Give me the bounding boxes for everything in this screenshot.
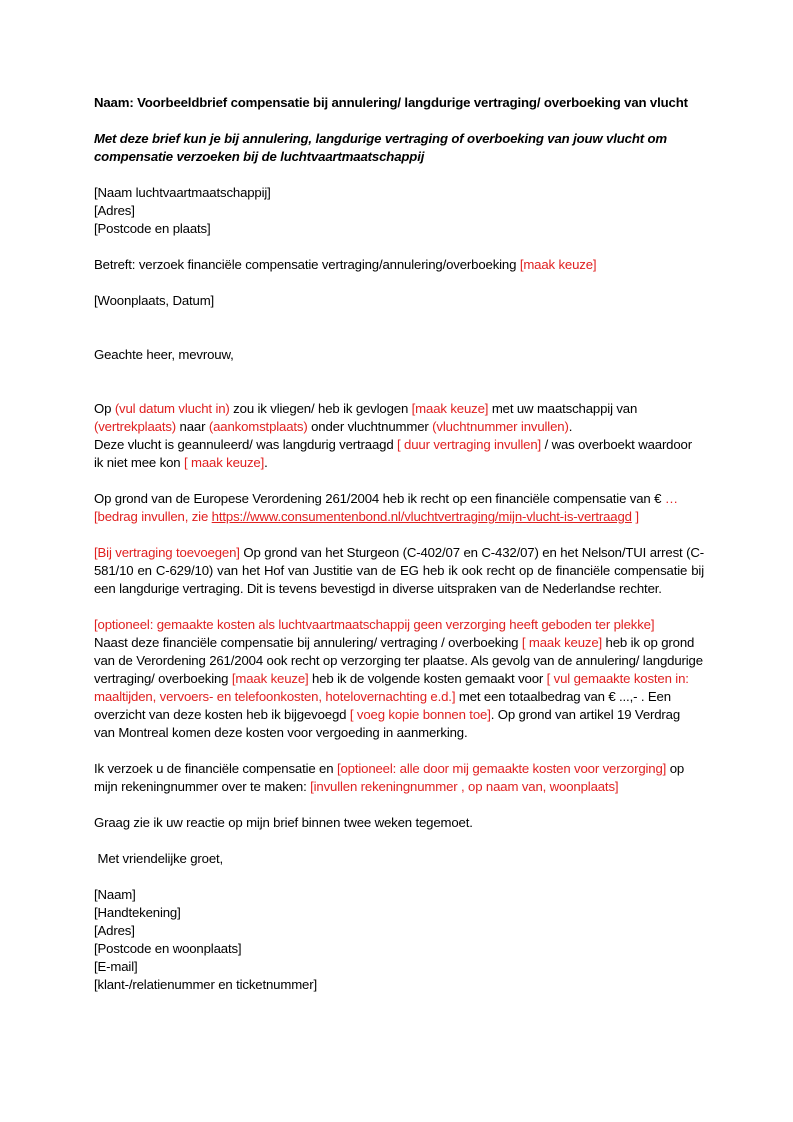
signature-name: [Naam]	[94, 887, 136, 902]
paragraph-delay-rulings	[94, 544, 704, 598]
signature-customer-number: [klant-/relatienummer en ticketnummer]	[94, 977, 317, 992]
text: Op grond van het Sturgeon (C-402/07 en C-432/07) en het Nelson/TUI arrest (C-581/10 en C-629/10) van het Hof van Justitie van de EG heb ik ook recht op de financiële compensatie bij een langdurige vertraging. Dit is tevens bevestigd in diverse uitspraken van de Nederlandse rechter.	[94, 545, 704, 596]
text: zou ik vliegen/ heb ik gevlogen	[229, 401, 412, 416]
placeholder-arrival: (aankomstplaats)	[208, 419, 308, 434]
placeholder-choice: [maak keuze]	[231, 671, 309, 686]
consumentenbond-link[interactable]: https://www.consumentenbond.nl/vluchtvertraging/mijn-vlucht-is-vertraagd	[211, 509, 632, 524]
paragraph-costs	[94, 616, 704, 742]
text: Op grond van de Europese Verordening 261/2004 heb ik recht op een financiële compensatie van €	[94, 491, 665, 506]
paragraph-response: Graag zie ik uw reactie op mijn brief binnen twee weken tegemoet.	[94, 815, 473, 830]
text: met een totaalbedrag van € ...,- . Een overzicht van deze kosten heb ik bijgevoegd	[94, 689, 671, 722]
placeholder-flight-date: (vul datum vlucht in)	[114, 401, 230, 416]
recipient-postcode: [Postcode en plaats]	[94, 221, 211, 236]
text: heb ik op grond van de Verordening 261/2004 ook recht op verzorging ter plaatse. Als gevolg van de annulering/ langdurige vertraging/ overboeking	[94, 635, 703, 686]
letter-body	[94, 94, 704, 994]
recipient-name: [Naam luchtvaartmaatschappij]	[94, 185, 271, 200]
placeholder-close: ]	[631, 509, 639, 524]
subject-line	[94, 256, 704, 274]
placeholder-amount: … [bedrag invullen, zie	[94, 491, 678, 524]
text: / was overboekt waardoor ik niet mee kon	[94, 437, 692, 470]
signature-address: [Adres]	[94, 923, 135, 938]
document-title: Naam: Voorbeeldbrief compensatie bij annulering/ langdurige vertraging/ overboeking van vlucht	[94, 95, 688, 110]
placeholder-receipts: [ voeg kopie bonnen toe]	[349, 707, 491, 722]
text: met uw maatschappij van	[488, 401, 638, 416]
signature-postcode: [Postcode en woonplaats]	[94, 941, 242, 956]
text: op mijn rekeningnummer over te maken:	[94, 761, 685, 794]
signature-block	[94, 886, 704, 994]
signature-handwriting: [Handtekening]	[94, 905, 181, 920]
salutation: Geachte heer, mevrouw,	[94, 347, 234, 362]
text: . Op grond van artikel 19 Verdrag van Montreal komen deze kosten voor vergoeding in aanmerking.	[94, 707, 681, 740]
text: heb ik de volgende kosten gemaakt voor	[308, 671, 547, 686]
subject-placeholder: [maak keuze]	[519, 257, 597, 272]
text: Ik verzoek u de financiële compensatie en	[94, 761, 337, 776]
placeholder-costs-list: [ vul gemaakte kosten in: maaltijden, vervoers- en telefoonkosten, hotelovernachting e.d.]	[94, 671, 689, 704]
placeholder-optional-costs: [optioneel: gemaakte kosten als luchtvaartmaatschappij geen verzorging heeft geboden ter plekke]	[94, 617, 655, 632]
text: naar	[176, 419, 209, 434]
text: Deze vlucht is geannuleerd/ was langdurig vertraagd	[94, 437, 398, 452]
placeholder-flight-number: (vluchtnummer invullen)	[432, 419, 569, 434]
recipient-address-block	[94, 184, 704, 238]
intro-text: Met deze brief kun je bij annulering, langdurige vertraging of overboeking van jouw vlucht om compensatie verzoeken bij de luchtvaartmaatschappij	[94, 131, 667, 164]
placeholder-delay-duration: [ duur vertraging invullen]	[397, 437, 542, 452]
place-date: [Woonplaats, Datum]	[94, 293, 215, 308]
text: Op	[94, 401, 115, 416]
paragraph-flight-details	[94, 400, 704, 472]
text: .	[568, 419, 573, 434]
placeholder-choice: [ maak keuze]	[521, 635, 603, 650]
closing: Met vriendelijke groet,	[94, 851, 224, 866]
placeholder-account-number: [invullen rekeningnummer , op naam van, woonplaats]	[310, 779, 619, 794]
text: .	[264, 455, 268, 470]
placeholder-choice: [ maak keuze]	[183, 455, 265, 470]
placeholder-optional-care-costs: [optioneel: alle door mij gemaakte kosten voor verzorging]	[336, 761, 667, 776]
placeholder-delay-add: [Bij vertraging toevoegen]	[94, 545, 240, 560]
placeholder-departure: (vertrekplaats)	[94, 419, 177, 434]
placeholder-choice: [maak keuze]	[411, 401, 489, 416]
text: Naast deze financiële compensatie bij annulering/ vertraging / overboeking	[94, 635, 522, 650]
signature-email: [E-mail]	[94, 959, 138, 974]
recipient-address: [Adres]	[94, 203, 135, 218]
paragraph-payment-request	[94, 760, 704, 796]
subject-text: Betreft: verzoek financiële compensatie vertraging/annulering/overboeking	[94, 257, 520, 272]
text: onder vluchtnummer	[307, 419, 433, 434]
paragraph-compensation	[94, 490, 704, 526]
